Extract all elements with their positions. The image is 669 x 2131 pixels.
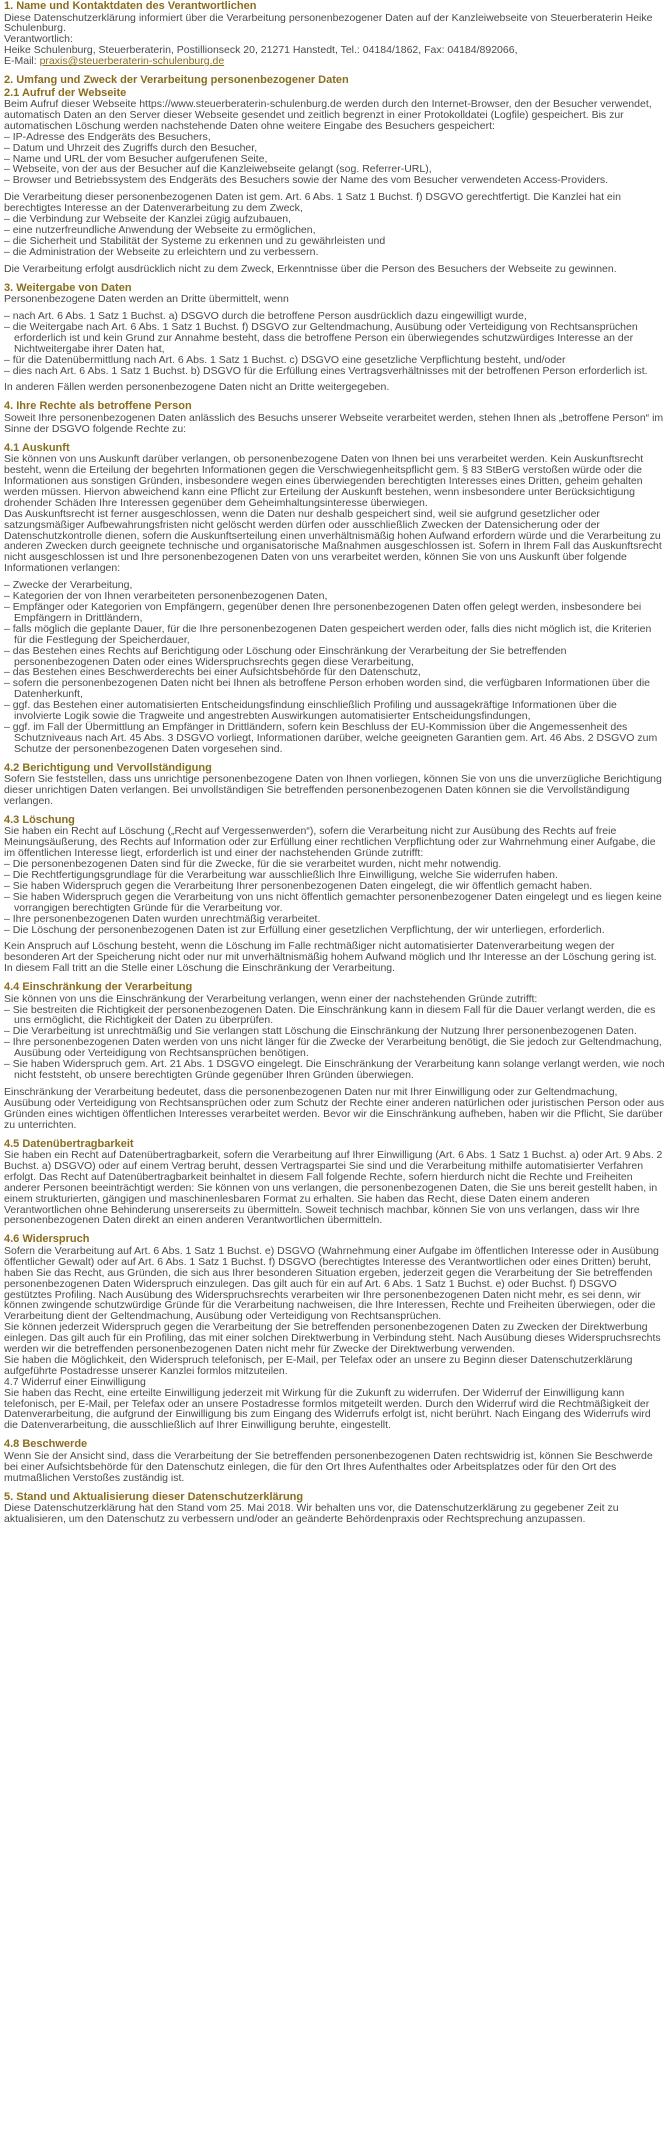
paragraph: Sie haben das Recht, eine erteilte Einwilligung jederzeit mit Wirkung für die Zukunft zu widerrufen. Der Widerruf der Einwilligung kann telefonisch, per E-Mail, per Telefax oder an unsere Postadresse formlos mitgeteilt werden. Durch den Widerruf wird die Rechtmäßigkeit der Datenverarbeitung, die aufgrund der Einwilligung bis zum Eingang des Widerrufs erfolgt ist, nicht berührt. Nach Eingang des Widerrufs wird die Datenverarbeitung, die ausschließlich auf Ihrer Einwilligung beruhte, eingestellt.: [4, 1386, 651, 1432]
section-title: 2. Umfang und Zweck der Verarbeitung personenbezogener Daten: [4, 74, 349, 87]
list-item: – Ihre personenbezogenen Daten werden von uns nicht länger für die Zwecke der Verarbeitung benötigt, die Sie jedoch zur Geltendmachung, Ausübung oder Verteidigung von Rechtsansprüchen benötigen.: [4, 1036, 662, 1060]
list-item: – die Administration der Webseite zu erleichtern und zu verbessern.: [4, 245, 319, 258]
paragraph-heading: 4.7 Widerruf einer Einwilligung: [4, 1375, 146, 1388]
paragraph: In anderen Fällen werden personenbezogene Daten nicht an Dritte weitergegeben.: [4, 381, 390, 394]
list-item: – das Bestehen eines Beschwerderechts bei einer Aufsichtsbehörde für den Datenschutz,: [4, 666, 421, 679]
paragraph: Wenn Sie der Ansicht sind, dass die Verarbeitung der Sie betreffenden personenbezogenen Daten rechtswidrig ist, können Sie Beschwerde bei einer Aufsichtsbehörde für den Datenschutz einlegen, die für den Ort Ihres Aufenthaltes oder Arbeitsplatzes oder für den Ort des mutmaßlichen Verstoßes zuständig ist.: [4, 1449, 653, 1484]
paragraph: Kein Anspruch auf Löschung besteht, wenn die Löschung im Falle rechtmäßiger nicht automatisierter Datenverarbeitung wegen der besonderen Art der Speicherung nicht oder nur mit unverhältnismäßig hohem Aufwand möglich und Ihr Interesse an der Löschung gering ist. In diesem Fall tritt an die Stelle einer Löschung die Einschränkung der Verarbeitung.: [4, 940, 657, 975]
subsection-title: 4.4 Einschränkung der Verarbeitung: [4, 981, 193, 994]
list-item: – sofern die personenbezogenen Daten nicht bei Ihnen als betroffene Person erhoben worden sind, die verfügbaren Informationen über die Datenherkunft,: [4, 677, 651, 701]
responsible-address: Heike Schulenburg, Steuerberaterin, Postillionseck 20, 21271 Hanstedt, Tel.: 04184/1862, Fax: 04184/892066,: [4, 44, 518, 57]
list-item: – dies nach Art. 6 Abs. 1 Satz 1 Buchst. b) DSGVO für die Erfüllung eines Vertragsverhältnisses mit der betroffenen Person erforderlich ist.: [4, 364, 648, 377]
subsection-title: 4.8 Beschwerde: [4, 1438, 88, 1451]
list-item: – Empfänger oder Kategorien von Empfängern, gegenüber denen Ihre personenbezogenen Daten offen gelegt werden, insbesondere bei Empfängern in Drittländern,: [4, 600, 642, 624]
paragraph: Einschränkung der Verarbeitung bedeutet, dass die personenbezogenen Daten nur mit Ihrer Einwilligung oder zur Geltendmachung, Ausübung oder Verteidigung von Rechtsansprüchen oder zum Schutz der Rechte einer anderen natürlichen oder juristischen Person oder aus Gründen eines wichtigen öffentlichen Interesses verarbeitet werden. Bevor wir die Einschränkung aufheben, haben wir die Pflicht, Sie darüber zu unterrichten.: [4, 1085, 665, 1131]
subsection-title: 2.1 Aufruf der Webseite: [4, 86, 127, 99]
paragraph: Sie haben ein Recht auf Datenübertragbarkeit, sofern die Verarbeitung auf Ihrer Einwilligung (Art. 6 Abs. 1 Satz 1 Buchst. a) oder Art. 9 Abs. 2 Buchst. a) DSGVO) oder auf einem Vertrag beruht, dessen Vertragspartei Sie sind und die Verarbeitung mithilfe automatisierter Verfahren erfolgt. Das Recht auf Datenübertragbarkeit beinhaltet in diesem Fall folgende Rechte, sofern hierdurch nicht die Rechte und Freiheiten anderer Personen beeinträchtigt werden: Sie können von uns verlangen, die personenbezogenen Daten, die Sie uns bereit gestellt haben, in einem strukturierten, gängigen und maschinenlesbaren Format zu erhalten. Sie haben das Recht, diese Daten einem anderen Verantwortlichen ohne Behinderung unsererseits zu übermitteln. Soweit technisch machbar, können Sie von uns verlangen, dass wir Ihre personenbezogenen Daten direkt an einen anderen Verantwortlichen übermitteln.: [4, 1149, 663, 1227]
section-title: 5. Stand und Aktualisierung dieser Datenschutzerklärung: [4, 1490, 304, 1503]
subsection-title: 4.5 Datenübertragbarkeit: [4, 1137, 134, 1150]
section-title: 3. Weitergabe von Daten: [4, 281, 132, 294]
list-item: – Die personenbezogenen Daten sind für die Zwecke, für die sie verarbeitet wurden, nicht mehr notwendig.: [4, 858, 502, 871]
subsection-title: 4.2 Berichtigung und Vervollständigung: [4, 761, 212, 774]
paragraph: Sofern Sie feststellen, dass uns unrichtige personenbezogene Daten von Ihnen vorliegen, können Sie von uns die unverzügliche Berichtigung dieser unrichtigen Daten verlangen. Bei unvollständigen Sie betreffenden personenbezogenen Daten können sie die Vervollständigung verlangen.: [4, 773, 662, 807]
paragraph: Die Verarbeitung erfolgt ausdrücklich nicht zu dem Zweck, Erkenntnisse über die Person des Besuchers der Webseite zu gewinnen.: [4, 262, 617, 275]
email-label: E-Mail:: [4, 55, 40, 68]
list-item: – Die Verarbeitung ist unrechtmäßig und Sie verlangen statt Löschung die Einschränkung der Nutzung Ihrer personenbezogenen Daten.: [4, 1025, 637, 1038]
list-item: – Name und URL der vom Besucher aufgerufenen Seite,: [4, 152, 268, 165]
list-item: – Sie haben Widerspruch gem. Art. 21 Abs. 1 DSGVO eingelegt. Die Einschränkung der Verarbeitung kann solange verlangt werden, wie noch nicht feststeht, ob unsere berechtigten Gründe gegenüber Ihren Gründen überwiegen.: [4, 1058, 665, 1081]
list-item: – Sie bestreiten die Richtigkeit der personenbezogenen Daten. Die Einschränkung kann in diesem Fall für die Dauer verlangt werden, die es uns ermöglicht, die Richtigkeit der Daten zu überprüfen.: [4, 1003, 656, 1027]
email-link[interactable]: praxis@steuerberaterin-schulenburg.de: [39, 55, 225, 68]
list-item: – Kategorien der von Ihnen verarbeiteten personenbezogenen Daten,: [4, 590, 328, 603]
section-title: 4. Ihre Rechte als betroffene Person: [4, 400, 192, 413]
paragraph: Sie haben die Möglichkeit, den Widerspruch telefonisch, per E-Mail, per Telefax oder an unsere zu Beginn dieser Datenschutzerklärung aufgeführte Postadresse unserer Kanzlei formlos mitzuteilen.: [4, 1353, 633, 1377]
bullet-list: [4, 311, 665, 376]
list-item: – eine nutzerfreundliche Anwendung der Webseite zu ermöglichen,: [4, 224, 316, 236]
paragraph: Diese Datenschutzerklärung hat den Stand vom 25. Mai 2018. Wir behalten uns vor, die Datenschutzerklärung zu gegebener Zeit zu aktualisieren, um den Datenschutz zu verbessern und/oder an geänderte Behördenpraxis oder Rechtsprechung anzupassen.: [4, 1502, 619, 1525]
list-item: – nach Art. 6 Abs. 1 Satz 1 Buchst. a) DSGVO durch die betroffene Person ausdrücklich dazu eingewilligt wurde,: [4, 310, 527, 323]
paragraph: Die Verarbeitung dieser personenbezogenen Daten ist gem. Art. 6 Abs. 1 Satz 1 Buchst. f) DSGVO gerechtfertigt. Die Kanzlei hat ein berechtigtes Interesse an der Datenverarbeitung zu dem Zweck,: [4, 191, 621, 215]
list-item: – Sie haben Widerspruch gegen die Verarbeitung von uns nicht öffentlich gemachter personenbezogener Daten eingelegt und es liegen keine vorrangigen berechtigten Gründe für die Verarbeitung vor.: [4, 890, 662, 914]
subsection-title: 4.1 Auskunft: [4, 441, 70, 454]
bullet-list: [4, 580, 665, 755]
list-item: – Die Rechtfertigungsgrundlage für die Verarbeitung war ausschließlich Ihre Einwilligung, welche Sie widerrufen haben.: [4, 869, 558, 881]
paragraph: Soweit Ihre personenbezogenen Daten anlässlich des Besuchs unserer Webseite verarbeitet werden, stehen Ihnen als „betroffene Person“ im Sinne der DSGVO folgende Rechte zu:: [4, 411, 664, 435]
list-item: – Die Löschung der personenbezogenen Daten ist zur Erfüllung einer gesetzlichen Verpflichtung, der wir unterliegen, erforderlich.: [4, 923, 605, 936]
paragraph: Das Auskunftsrecht ist ferner ausgeschlossen, wenn die Daten nur deshalb gespeichert sind, weil sie aufgrund gesetzlicher oder satzungsmäßiger Aufbewahrungsfristen nicht gelöscht werden dürfen oder ausschließlich Zwecken der Datensicherung oder der Datenschutzkontrolle dienen, sofern die Auskunftserteilung einen unverhältnismäßig hohen Aufwand erfordern würde und die Verarbeitung zu anderen Zwecken durch geeignete technische und organisatorische Maßnahmen ausgeschlossen ist. Sofern in Ihrem Fall das Auskunftsrecht nicht ausgeschlossen ist und Ihre personenbezogenen Daten von uns verarbeitet werden, können Sie von uns Auskunft über folgende Informationen verlangen:: [4, 507, 662, 575]
list-item: – Sie haben Widerspruch gegen die Verarbeitung Ihrer personenbezogenen Daten eingelegt, die wir öffentlich gemacht haben.: [4, 879, 593, 892]
paragraph: Personenbezogene Daten werden an Dritte übermittelt, wenn: [4, 293, 289, 306]
list-item: – Datum und Uhrzeit des Zugriffs durch den Besucher,: [4, 141, 258, 154]
list-item: – die Verbindung zur Webseite der Kanzlei zügig aufzubauen,: [4, 213, 292, 226]
bullet-list: [4, 132, 665, 187]
bullet-list: [4, 214, 665, 258]
paragraph: Sie können von uns die Einschränkung der Verarbeitung verlangen, wenn einer der nachstehenden Gründe zutrifft:: [4, 992, 538, 1005]
subsection-title: 4.3 Löschung: [4, 813, 75, 826]
paragraph: Diese Datenschutzerklärung informiert über die Verarbeitung personenbezogener Daten auf der Kanzleiwebseite von Steuerberaterin Heike Schulenburg.: [4, 11, 653, 35]
list-item: – ggf. das Bestehen einer automatisierten Entscheidungsfindung einschließlich Profiling und aussagekräftige Informationen über die involvierte Logik sowie die Tragweite und angestrebten Auswirkungen automatisierter Entscheidungsfindungen,: [4, 699, 617, 723]
paragraph: Beim Aufruf dieser Webseite https://www.steuerberaterin-schulenburg.de werden durch den Internet-Browser, den der Besucher verwendet, automatisch Daten an den Server dieser Webseite gesendet und zeitlich begrenzt in einer Protokolldatei (Logfile) gespeichert. Bis zur automatischen Löschung werden nachstehende Daten ohne weitere Eingabe des Besuchers gespeichert:: [4, 98, 652, 132]
list-item: – IP-Adresse des Endgeräts des Besuchers,: [4, 130, 211, 143]
bullet-list: [4, 859, 665, 935]
paragraph: Sofern die Verarbeitung auf Art. 6 Abs. 1 Satz 1 Buchst. e) DSGVO (Wahrnehmung einer Aufgabe im öffentlichen Interesse oder in Ausübung öffentlicher Gewalt) oder auf Art. 6 Abs. 1 Satz 1 Buchst. f) DSGVO (berechtigtes Interesse des Verantwortlichen oder eines Dritten) beruht, haben Sie das Recht, aus Gründen, die sich aus Ihrer besonderen Situation ergeben, jederzeit gegen die Verarbeitung der Sie betreffenden personenbezogenen Daten Widerspruch einzulegen. Das gilt auch für ein auf Art. 6 Abs. 1 Satz 1 Buchst. e) oder Buchst. f) DSGVO gestütztes Profiling. Nach Ausübung des Widerspruchsrechts verarbeiten wir Ihre personenbezogenen Daten nicht mehr, es sei denn, wir können zwingende schutzwürdige Gründe für die Verarbeitung nachweisen, die Ihre Interessen, Rechte und Freiheiten überwiegen, oder die Verarbeitung dient der Geltendmachung, Ausübung oder Verteidigung von Rechtsansprüchen.: [4, 1244, 659, 1323]
list-item: – ggf. im Fall der Übermittlung an Empfänger in Drittländern, sofern kein Beschluss der EU-Kommission über die Angemessenheit des Schutzniveaus nach Art. 45 Abs. 3 DSGVO vorliegt, Informationen darüber, welche geeigneten Garantien gem. Art. 46 Abs. 2 DSGVO zum Schutze der personenbezogenen Daten vorgesehen sind.: [4, 720, 658, 755]
list-item: – die Weitergabe nach Art. 6 Abs. 1 Satz 1 Buchst. f) DSGVO zur Geltendmachung, Ausübung oder Verteidigung von Rechtsansprüchen erforderlich ist und kein Grund zur Annahme besteht, dass die betroffene Person ein überwiegendes schutzwürdiges Interesse an der Nichtweitergabe ihrer Daten hat,: [4, 320, 638, 355]
list-item: – das Bestehen eines Rechts auf Berichtigung oder Löschung oder Einschränkung der Verarbeitung der Sie betreffenden personenbezogenen Daten oder eines Widerspruchsrechts gegen diese Verarbeitung,: [4, 644, 567, 668]
list-item: – für die Datenübermittlung nach Art. 6 Abs. 1 Satz 1 Buchst. c) DSGVO eine gesetzliche Verpflichtung besteht, und/oder: [4, 353, 566, 366]
responsible-label: Verantwortlich:: [4, 33, 73, 46]
list-item: – die Sicherheit und Stabilität der Systeme zu erkennen und zu gewährleisten und: [4, 234, 386, 247]
subsection-title: 4.6 Widerspruch: [4, 1233, 90, 1246]
paragraph: Sie haben ein Recht auf Löschung („Recht auf Vergessenwerden“), sofern die Verarbeitung nicht zur Ausübung des Rechts auf freie Meinungsäußerung, des Rechts auf Information oder zur Erfüllung einer rechtlichen Verpflichtung oder zur Wahrnehmung einer Aufgabe, die im öffentlichen Interesse liegt, erforderlich ist und einer der nachstehenden Gründe zutrifft:: [4, 825, 656, 860]
list-item: – Browser und Betriebssystem des Endgeräts des Besuchers sowie der Name des vom Besucher verwendeten Access-Providers.: [4, 174, 609, 187]
list-item: – falls möglich die geplante Dauer, für die Ihre personenbezogenen Daten gespeichert werden oder, falls dies nicht möglich ist, die Kriterien für die Festlegung der Speicherdauer,: [4, 622, 652, 646]
paragraph: Sie können jederzeit Widerspruch gegen die Verarbeitung der Sie betreffenden personenbezogenen Daten zu Zwecken der Direktwerbung einlegen. Das gilt auch für ein Profiling, das mit einer solchen Direktwerbung in Verbindung steht. Nach Ausübung dieses Widerspruchsrechts werden wir die betreffenden personenbezogenen Daten nicht mehr für Zwecke der Direktwerbung verwenden.: [4, 1321, 661, 1356]
list-item: – Zwecke der Verarbeitung,: [4, 579, 133, 592]
list-item: – Ihre personenbezogenen Daten wurden unrechtmäßig verarbeitet.: [4, 912, 321, 925]
email-line: [4, 56, 665, 67]
paragraph: Sie können von uns Auskunft darüber verlangen, ob personenbezogene Daten von Ihnen bei uns verarbeitet werden. Kein Auskunftsrecht besteht, wenn die Erteilung der begehrten Informationen gegen die Verschwiegenheitspflicht gem. § 83 StBerG verstoßen würde oder die Informationen aus sonstigen Gründen, insbesondere wegen eines überwiegenden berechtigten Interesses eines Dritten, geheim gehalten werden müssen. Hiervon abweichend kann eine Pflicht zur Erteilung der Auskunft bestehen, wenn insbesondere unter Berücksichtigung drohender Schäden Ihre Interessen gegenüber dem Geheimhaltungsinteresse überwiegen.: [4, 453, 644, 509]
section-title: 1. Name und Kontaktdaten des Verantwortlichen: [4, 0, 257, 12]
list-item: – Webseite, von der aus der Besucher auf die Kanzleiwebseite gelangt (sog. Referrer-URL),: [4, 163, 432, 176]
bullet-list: [4, 1005, 665, 1081]
